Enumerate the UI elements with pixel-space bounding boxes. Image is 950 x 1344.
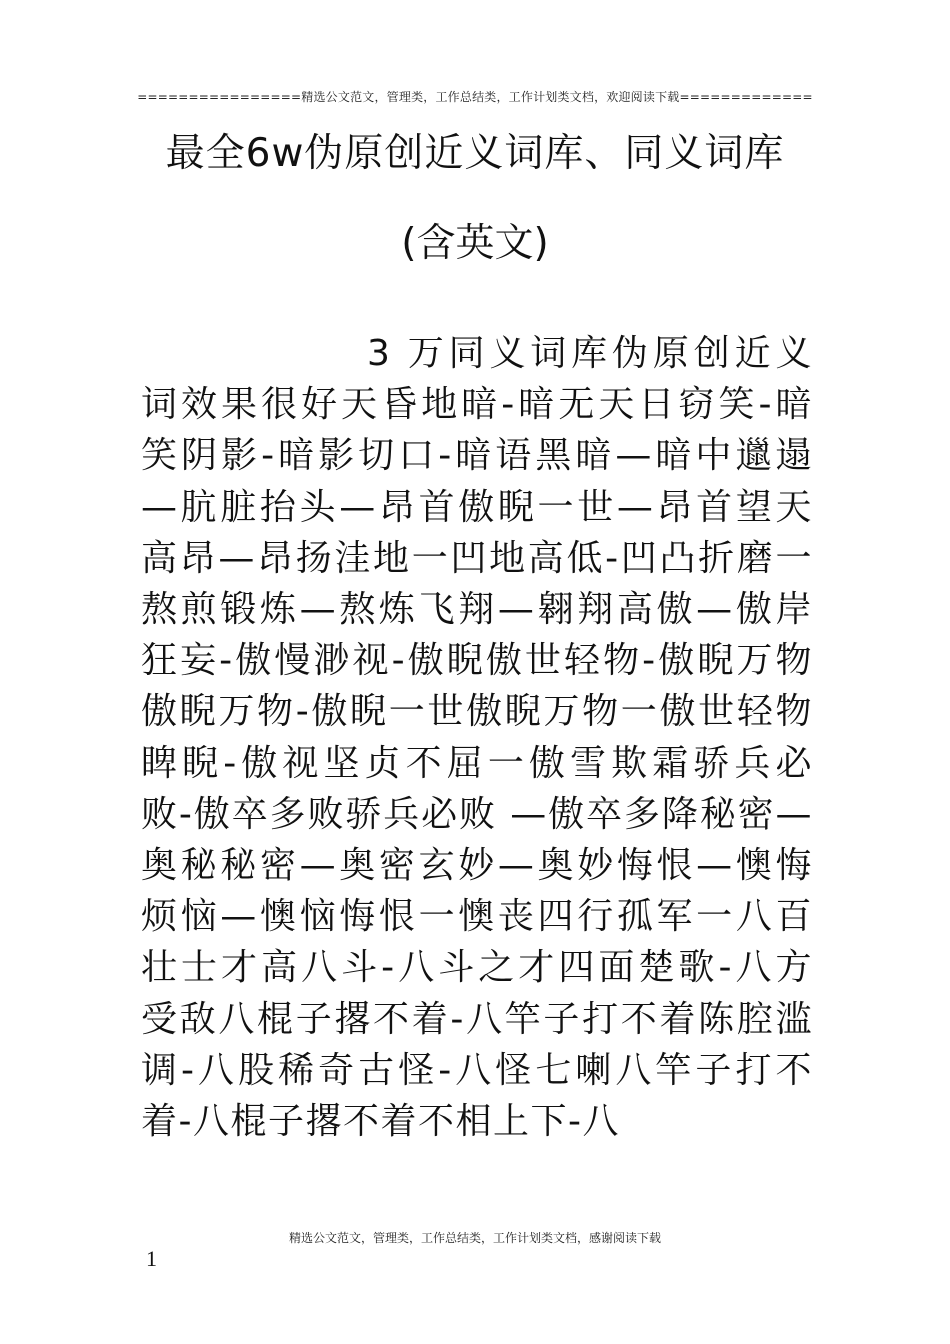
body-line: 傲睨万物-傲睨一世傲睨万物一傲世轻物 — [141, 691, 813, 733]
body-line: 高昂—昂扬洼地一凹地高低-凹凸折磨一 — [141, 537, 813, 579]
page-number: 1 — [146, 1246, 157, 1271]
body-line: 受敌八棍子撂不着-八竿子打不着陈腔滥 — [141, 998, 813, 1040]
document-subtitle: (含英文) — [401, 221, 549, 266]
body-line: 笑阴影-暗影切口-暗语黑暗—暗中邋遢 — [141, 435, 813, 477]
document-title: 最全6w伪原创近义词库、同义词库 — [165, 131, 785, 176]
footer-text: 精选公文范文，管理类，工作总结类，工作计划类文档，感谢阅读下载 — [288, 1231, 661, 1245]
body-line: 3 万同义词库伪原创近义 — [367, 333, 813, 374]
body-text — [141, 328, 813, 1147]
body-line: 壮士才高八斗-八斗之才四面楚歌-八方 — [141, 947, 813, 989]
body-line: 狂妄-傲慢渺视-傲睨傲世轻物-傲睨万物 — [141, 640, 813, 682]
body-line: 烦恼—懊恼悔恨一懊丧四行孤军一八百 — [141, 896, 813, 938]
body-line: 睥睨-傲视坚贞不屈一傲雪欺霜骄兵必 — [141, 742, 813, 784]
body-line: 奥秘秘密—奥密玄妙—奥妙悔恨—懊悔 — [141, 845, 813, 887]
body-line: 调-八股稀奇古怪-八怪七喇八竿子打不 — [141, 1049, 813, 1091]
body-line: —肮脏抬头—昂首傲睨一世—昂首望天 — [141, 486, 813, 528]
body-line: 熬煎锻炼—熬炼飞翔—翱翔高傲—傲岸 — [141, 589, 813, 631]
header-banner: ================精选公文范文，管理类，工作总结类，工作计划类文档，欢迎阅读下载============= — [137, 90, 813, 104]
body-line: 败-傲卒多败骄兵必败 —傲卒多降秘密— — [141, 793, 813, 835]
body-line: 着-八棍子撂不着不相上下-八 — [141, 1101, 620, 1143]
body-line: 词效果很好天昏地暗-暗无天日窃笑-暗 — [141, 384, 813, 426]
